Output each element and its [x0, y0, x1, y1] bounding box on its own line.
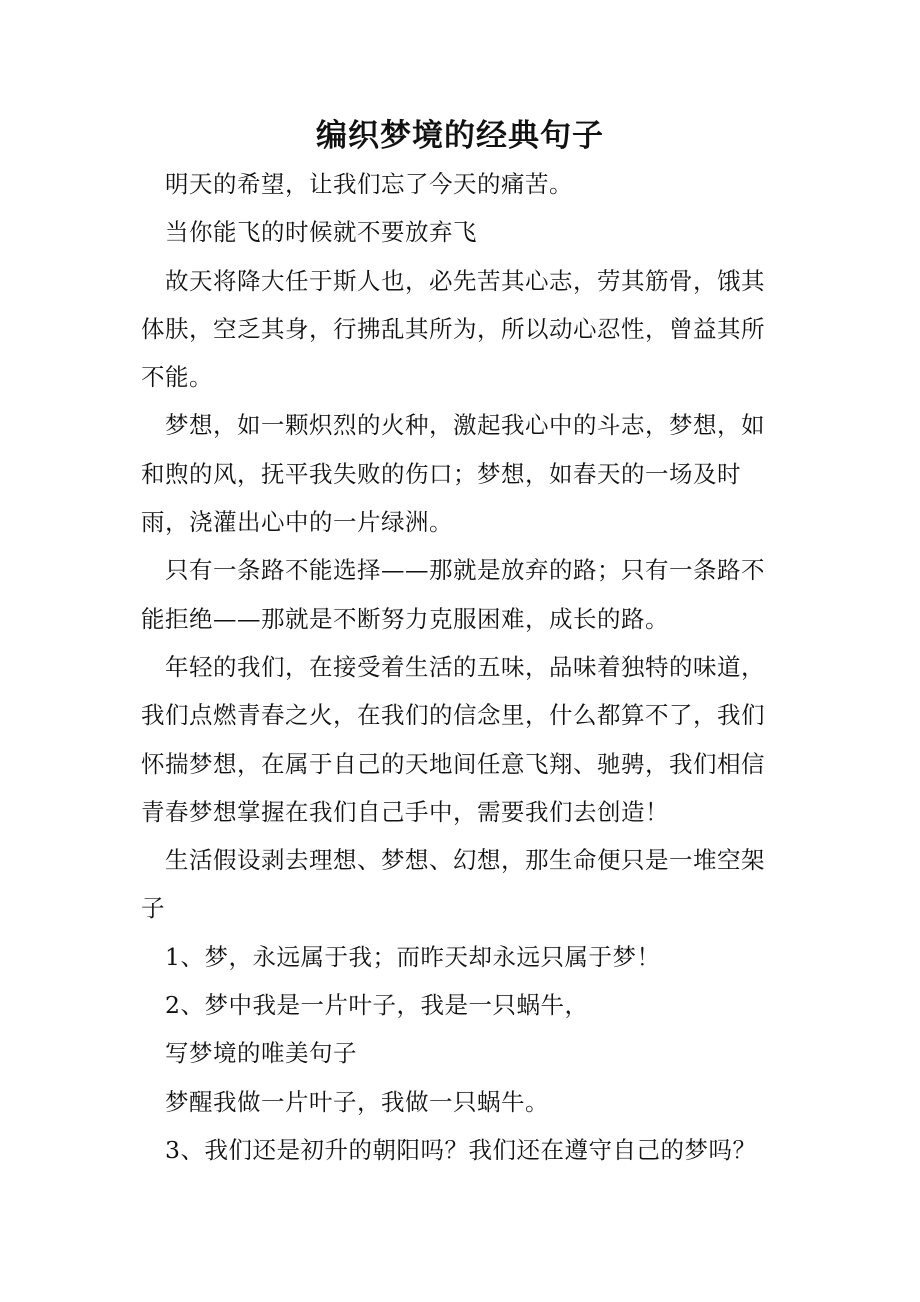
document-body: [141, 160, 771, 1174]
paragraph: 3、我们还是初升的朝阳吗？我们还在遵守自己的梦吗？: [165, 1135, 757, 1164]
paragraph: 明天的希望，让我们忘了今天的痛苦。: [165, 170, 573, 198]
document-title: 编织梦境的经典句子: [316, 118, 604, 154]
paragraph: 写梦境的唯美句子: [165, 1039, 357, 1068]
paragraph: 只有一条路不能选择——那就是放弃的路；只有一条路不能拒绝——那就是不断努力克服困难，成长的路。: [141, 556, 765, 633]
paragraph: 故天将降大任于斯人也，必先苦其心志，劳其筋骨，饿其体肤，空乏其身，行拂乱其所为，所以动心忍性，曾益其所不能。: [141, 266, 765, 392]
paragraph: 年轻的我们，在接受着生活的五味，品味着独特的味道，我们点燃青春之火，在我们的信念里，什么都算不了，我们怀揣梦想，在属于自己的天地间任意飞翔、驰骋，我们相信青春梦想掌握在我们自己手中，需要我们去创造！: [141, 652, 765, 826]
paragraph: 1、梦，永远属于我；而昨天却永远只属于梦！: [165, 942, 661, 971]
paragraph: 梦醒我做一片叶子，我做一只蜗牛。: [165, 1087, 549, 1116]
paragraph: 当你能飞的时候就不要放弃飞: [165, 218, 477, 247]
paragraph: 2、梦中我是一片叶子，我是一只蜗牛，: [165, 991, 589, 1020]
paragraph: 梦想，如一颗炽烈的火种，激起我心中的斗志，梦想，如和煦的风，抚平我失败的伤口；梦想，如春天的一场及时雨，浇灌出心中的一片绿洲。: [141, 411, 765, 537]
paragraph: 生活假设剥去理想、梦想、幻想，那生命便只是一堆空架子: [141, 846, 765, 923]
